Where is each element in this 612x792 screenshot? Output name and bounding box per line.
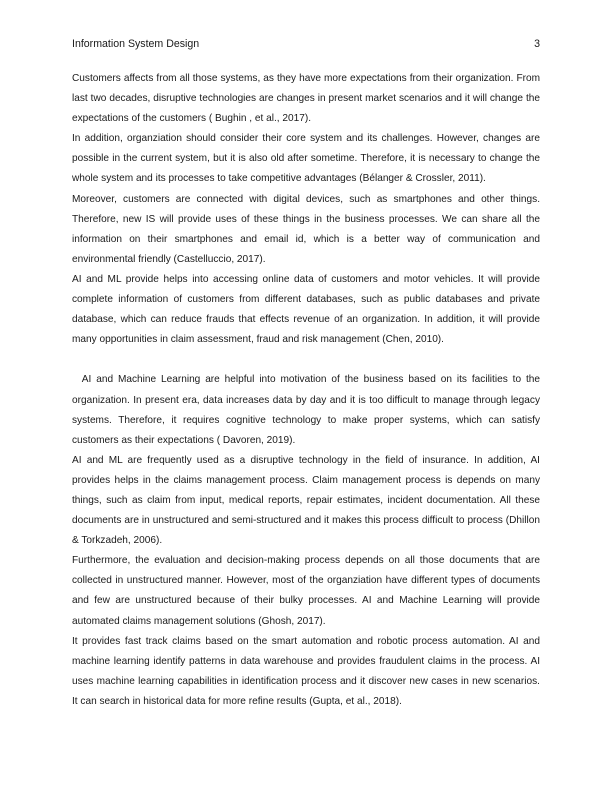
page-number: 3 — [534, 38, 540, 50]
paragraph: Furthermore, the evaluation and decision-making process depends on all those documents that are collected in unstructured manner. However, most of the organziation have different types of documents and few are unstructured because of their bulky processes. AI and Machine Learning will provide automated claims management solutions (Ghosh, 2017). — [72, 555, 540, 627]
running-head-title: Information System Design — [72, 38, 200, 50]
paragraph: Moreover, customers are connected with digital devices, such as smartphones and other things. Therefore, new IS will provide uses of these things in the business processes. We can share all the information on their smartphones and email id, which is a better way of communication and environmental friendly (Castelluccio, 2017). — [72, 193, 540, 265]
page-header — [72, 36, 540, 52]
paragraph: AI and ML provide helps into accessing online data of customers and motor vehicles. It will provide complete information of customers from different databases, such as public databases and private database, which can reduce frauds that effects revenue of an organization. In addition, it will provide many opportunities in claim assessment, fraud and risk management (Chen, 2010). — [72, 273, 540, 346]
paragraph: It provides fast track claims based on the smart automation and robotic process automation. AI and machine learning identify patterns in data warehouse and provides fraudulent claims in the process. AI uses machine learning capabilities in identification process and it discover new cases in new scenarios. It can search in historical data for more refine results (Gupta, et al., 2018). — [72, 635, 540, 707]
paragraph: AI and ML are frequently used as a disruptive technology in the field of insurance. In addition, AI provides helps in the claims management process. Claim management process is depends on many things, such as claim from input, medical reports, repair estimates, incident documentation. All these documents are in unstructured and semi-structured and it makes this process difficult to process (Dhillon & Torkzadeh, 2006). — [72, 454, 540, 547]
body-text — [72, 69, 543, 712]
paragraph: In addition, organziation should consider their core system and its challenges. However, changes are possible in the current system, but it is also old after sometime. Therefore, it is necessary to change the whole system and its processes to take competitive advantages (Bélanger & Crossler, 2011). — [72, 133, 540, 185]
paragraph: Customers affects from all those systems, as they have more expectations from their organization. From last two decades, disruptive technologies are changes in present market scenarios and it will change the expectations of the customers ( Bughin , et al., 2017). — [72, 73, 540, 125]
paragraph: AI and Machine Learning are helpful into motivation of the business based on its facilities to the organization. In present era, data increases data by day and it is too difficult to manage through legacy systems. Therefore, it requires cognitive technology to make proper systems, which can satisfy customers as their expectations ( Davoren, 2019). — [72, 374, 543, 446]
